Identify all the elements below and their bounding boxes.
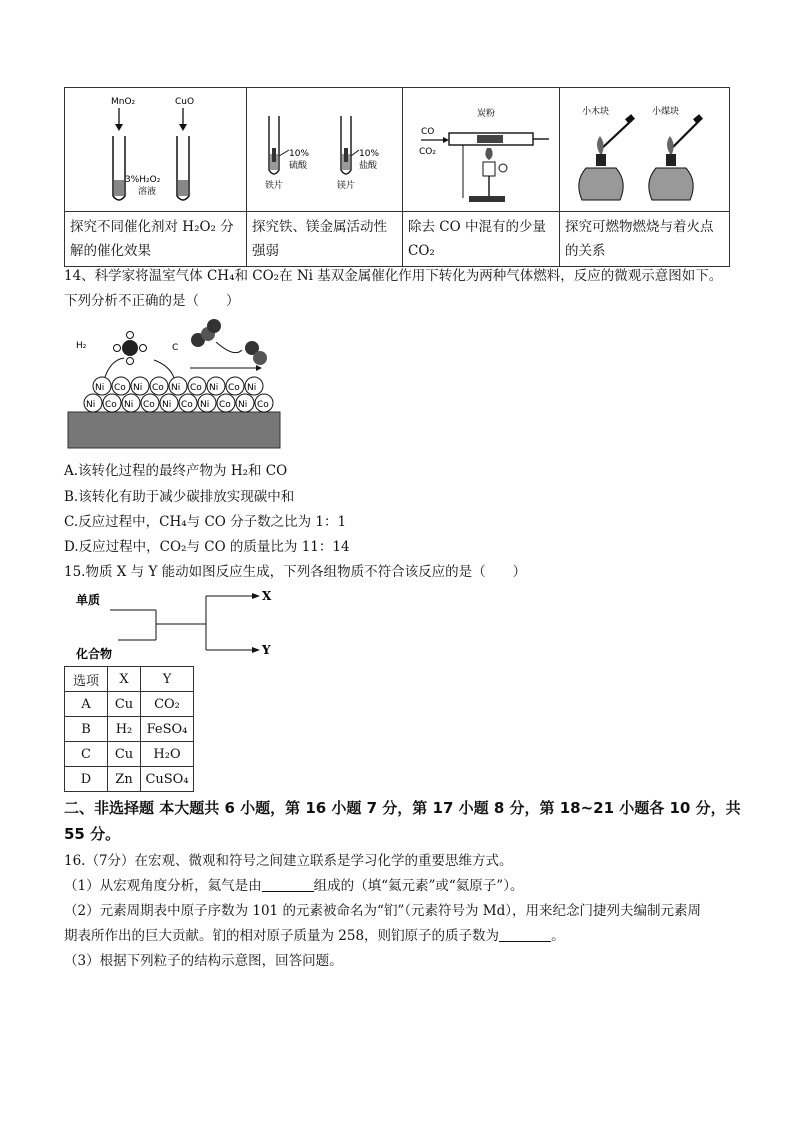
carbon-label: C [172,343,179,353]
table-header-row [65,667,194,692]
section2-heading-line1: 二、非选择题 本大题共 6 小题，第 16 小题 7 分，第 17 小题 8 分，第 18~21 小题各 10 分，共 [64,799,741,817]
svg-text:Ni: Ni [95,383,105,393]
svg-text:Co: Co [219,400,231,410]
svg-text:Ni: Ni [86,400,96,410]
table-row: A Cu CO₂ [65,692,194,717]
carbon-powder-tube-figure [403,88,560,211]
experiment-4-figure [560,88,730,212]
experiment-1-caption: 探究不同催化剂对 H₂O₂ 分解的催化效果 [70,219,234,259]
svg-text:Co: Co [105,400,117,410]
q16-stem: 16.（7分）在宏观、微观和符号之间建立联系是学习化学的重要思维方式。 [64,853,513,869]
atom-row-bottom [84,394,273,412]
header-y: Y [141,667,194,692]
metal-activity-tubes-figure [247,88,403,211]
experiment-2-caption: 探究铁、镁金属活动性强弱 [252,219,387,259]
sulfuric-acid-concentration-label: 10% [289,149,310,159]
experiment-4-caption: 探究可燃物燃烧与着火点的关系 [565,219,714,259]
svg-text:Co: Co [228,383,240,393]
table-row: B H₂ FeSO₄ [65,717,194,742]
svg-text:Ni: Ni [247,383,257,393]
q14-option-a: A.该转化过程的最终产物为 H₂和 CO [64,463,288,479]
svg-text:Co: Co [143,400,155,410]
svg-text:Co: Co [257,400,269,410]
section2-heading-line2: 55 分。 [64,825,121,843]
experiment-table [64,87,730,267]
small-wood-block-label: 小木块 [582,107,610,117]
solution-label: 溶液 [138,187,157,197]
q14-stem-line1: 14、科学家将温室气体 CH₄和 CO₂在 Ni 基双金属催化作用下转化为两种气体燃料，反应的微观示意图如下。 [64,268,723,284]
co2-inlet-label: CO₂ [419,147,436,157]
element-input-label: 单质 [76,593,101,607]
experiment-2-figure [247,88,403,212]
q14-option-c: C.反应过程中，CH₄与 CO 分子数之比为 1：1 [64,514,347,530]
hydrochloric-acid-label: 盐酸 [359,161,378,171]
ignition-point-lamps-figure [560,88,730,211]
h2-label: H₂ [76,341,87,351]
catalyst-surface-diagram [64,318,284,450]
mno2-label: MnO₂ [111,97,136,107]
cuo-label: CuO [175,97,195,107]
small-coal-block-label: 小煤块 [652,107,680,117]
table-row: C Cu H₂O [65,742,194,767]
experiment-3-caption: 除去 CO 中混有的少量 CO₂ [408,219,546,259]
co-inlet-label: CO [421,127,435,137]
experiment-3-figure [403,88,560,212]
table-row: D Zn CuSO₄ [65,767,194,792]
product-x-label: X [262,589,272,603]
svg-text:Co: Co [114,383,126,393]
svg-text:Ni: Ni [124,400,134,410]
q16-part1: （1）从宏观角度分析，氦气是由 组成的（填“氦元素”或“氦原子”）。 [64,878,524,894]
atom-row-top [93,377,263,395]
q14-stem-line2: 下列分析不正确的是（ ） [64,293,240,309]
q14-option-b: B.该转化有助于减少碳排放实现碳中和 [64,489,295,505]
q16-part2-line2: 期表所作出的巨大贡献。钔的相对原子质量为 258，则钔原子的质子数为 。 [64,928,565,944]
svg-text:Ni: Ni [171,383,181,393]
product-y-label: Y [262,643,271,657]
answer-blank-2[interactable] [499,927,551,942]
svg-text:Ni: Ni [133,383,143,393]
iron-sheet-label: 铁片 [265,181,284,191]
catalyst-test-tubes-figure [65,88,247,211]
q16-part3: （3）根据下列粒子的结构示意图，回答问题。 [64,953,343,969]
magnesium-sheet-label: 镁片 [337,181,356,191]
hydrochloric-acid-concentration-label: 10% [359,149,380,159]
compound-input-label: 化合物 [76,647,113,661]
svg-text:Co: Co [181,400,193,410]
q15-stem: 15.物质 X 与 Y 能动如图反应生成，下列各组物质不符合该反应的是（ ） [64,564,527,580]
svg-text:Ni: Ni [209,383,219,393]
svg-text:Co: Co [190,383,202,393]
h2o2-solution-label: 3%H₂O₂ [125,175,161,185]
sulfuric-acid-label: 硫酸 [289,161,308,171]
svg-text:Ni: Ni [162,400,172,410]
svg-text:Ni: Ni [238,400,248,410]
carbon-powder-label: 炭粉 [477,109,496,119]
q16-part2-line1: （2）元素周期表中原子序数为 101 的元素被命名为“钔”（元素符号为 Md），用来纪念门捷列夫编制元素周 [64,903,701,919]
q14-option-d: D.反应过程中，CO₂与 CO 的质量比为 11：14 [64,539,350,555]
svg-text:Co: Co [152,383,164,393]
reaction-scheme-diagram [64,584,294,664]
experiment-1-figure [65,88,247,212]
header-option: 选项 [65,667,108,692]
header-x: X [108,667,141,692]
q15-options-table [64,666,194,792]
answer-blank-1[interactable] [262,877,314,892]
svg-text:Ni: Ni [200,400,210,410]
